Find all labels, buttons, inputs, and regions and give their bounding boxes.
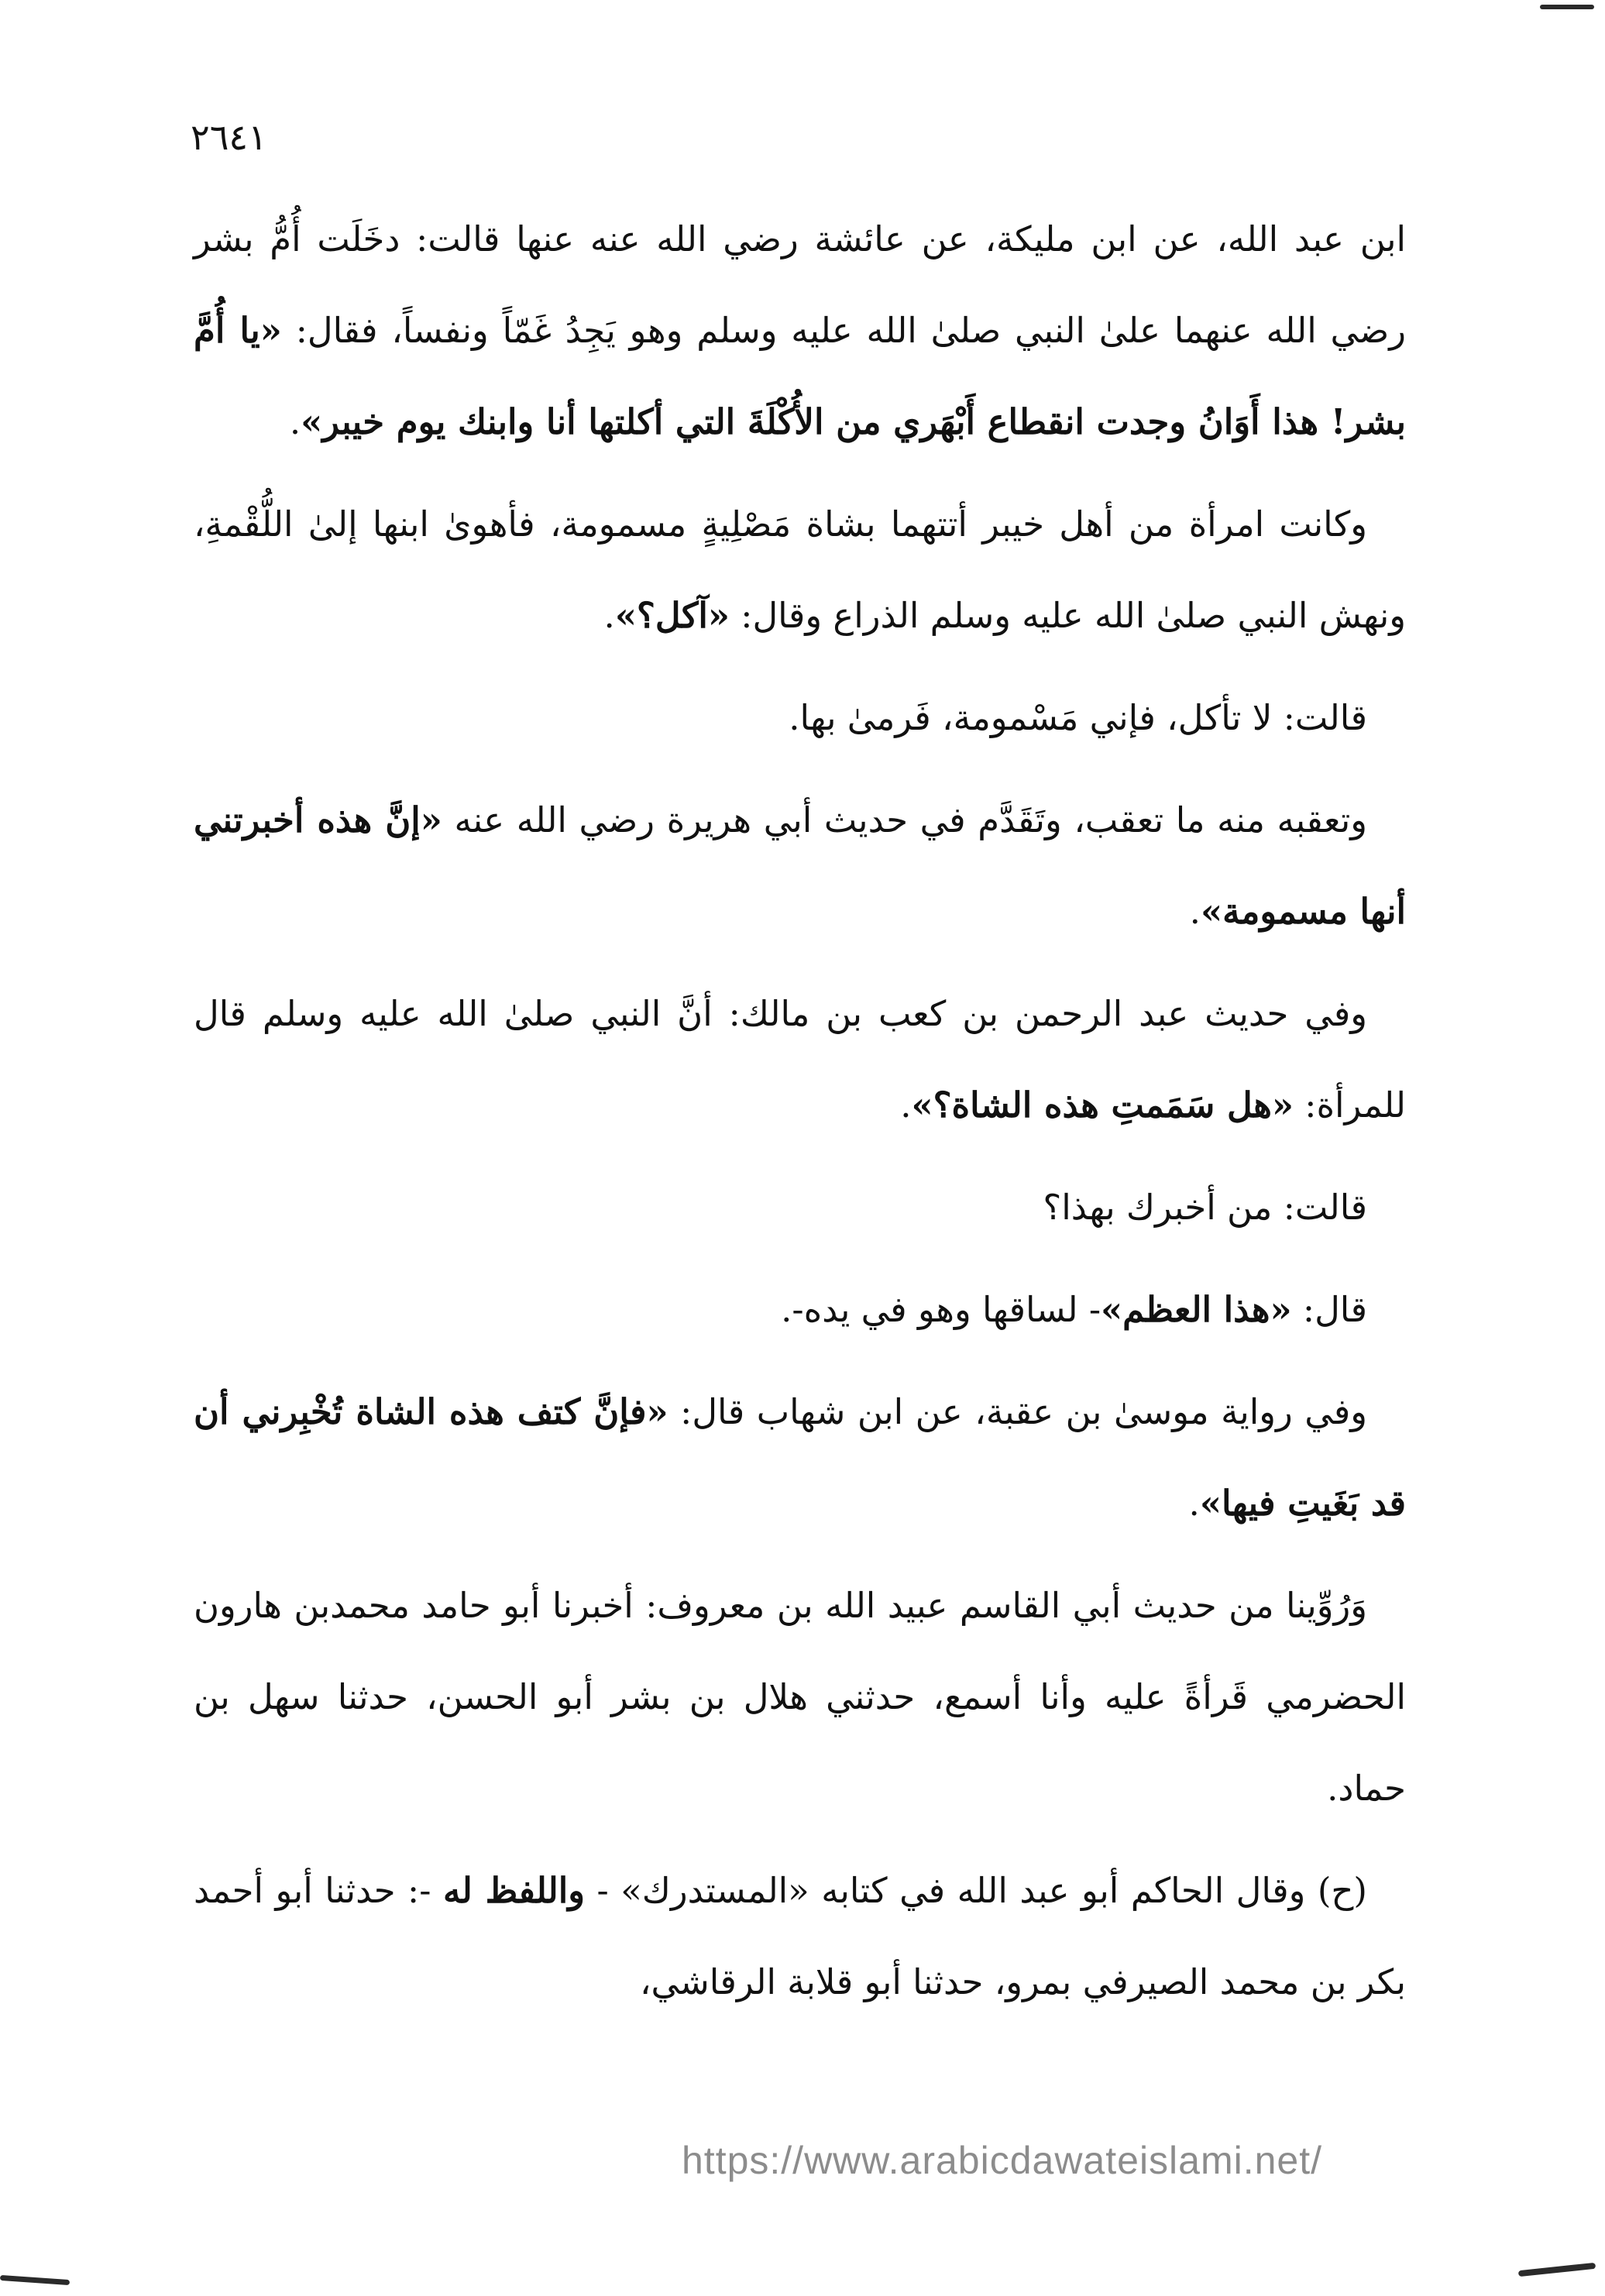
watermark-url: https://www.arabicdawateislami.net/ bbox=[682, 2139, 1323, 2182]
narration-text: وفي حديث عبد الرحمن بن كعب بن مالك: أنَّ النبي صلىٰ الله عليه وسلم قال للمرأة: bbox=[194, 993, 1406, 1126]
hadith-quote: «هل سَمَمتِ هذه الشاة؟» bbox=[911, 1084, 1294, 1126]
text-paragraph bbox=[194, 1560, 1406, 1834]
narration-text: وفي رواية موسىٰ بن عقبة، عن ابن شهاب قال: bbox=[668, 1391, 1368, 1432]
narration-text: قالت: من أخبرك بهذا؟ bbox=[1043, 1187, 1367, 1228]
narration-text: . bbox=[1188, 1483, 1200, 1524]
narration-text: . bbox=[603, 595, 615, 636]
hadith-quote: «إنَّ هذه أخبرتني أنها مسمومة» bbox=[194, 799, 1406, 932]
scan-edge-mark bbox=[1518, 2263, 1596, 2277]
hadith-quote: «هذا العظم» bbox=[1101, 1289, 1292, 1330]
text-paragraph bbox=[194, 479, 1406, 662]
page-number: ٢٦٤١ bbox=[191, 116, 267, 158]
text-paragraph bbox=[194, 968, 1406, 1151]
narration-text: . bbox=[289, 401, 301, 442]
text-paragraph bbox=[194, 1162, 1406, 1253]
narration-text: . bbox=[1189, 891, 1201, 932]
scan-edge-mark bbox=[1540, 5, 1594, 9]
narration-text: قال: bbox=[1291, 1289, 1367, 1330]
hadith-quote: «يا أُمَّ بشر! هذا أَوَانُ وجدت انقطاع أَبْهَري من الأُكْلَةَ التي أكلتها أنا وابنك يوم خيبر» bbox=[194, 310, 1406, 442]
hadith-quote: «فإنَّ كتف هذه الشاة تُخْبِرني أن قد بَغَيتِ فيها» bbox=[194, 1391, 1406, 1524]
text-paragraph bbox=[194, 1264, 1406, 1356]
text-paragraph bbox=[194, 775, 1406, 957]
hadith-quote: واللفظ له bbox=[442, 1870, 585, 1911]
text-paragraph bbox=[194, 194, 1406, 468]
text-paragraph bbox=[194, 672, 1406, 764]
narration-text: (ح) وقال الحاكم أبو عبد الله في كتابه «المستدرك» - bbox=[585, 1870, 1367, 1911]
narration-text: وتعقبه منه ما تعقب، وتَقَدَّم في حديث أبي هريرة رضي الله عنه bbox=[442, 799, 1367, 840]
text-paragraph bbox=[194, 1845, 1406, 2028]
narration-text: وكانت امرأة من أهل خيبر أتتهما بشاة مَصْلِيةٍ مسمومة، فأهوىٰ ابنها إلىٰ اللُّقْمةِ، ونهش النبي صلىٰ الله عليه وسلم الذراع وقال: bbox=[194, 504, 1406, 636]
narration-text: قالت: لا تأكل، فإني مَسْمومة، فَرمىٰ بها. bbox=[789, 697, 1367, 738]
narration-text: . bbox=[900, 1084, 912, 1126]
page-body-text bbox=[194, 194, 1406, 2039]
scan-edge-mark bbox=[0, 2275, 70, 2285]
narration-text: - لساقها وهو في يده-. bbox=[781, 1289, 1102, 1330]
narration-text: ابن عبد الله، عن ابن مليكة، عن عائشة رضي الله عنه عنها قالت: دخَلَت أُمُّ بشر رضي الله عنهما علىٰ النبي صلىٰ الله عليه وسلم وهو يَجِدُ غَمّاً ونفساً، فقال: bbox=[194, 218, 1407, 351]
hadith-quote: «آكل؟» bbox=[614, 595, 730, 636]
narration-text: وَرُوِّينا من حديث أبي القاسم عبيد الله بن معروف: أخبرنا أبو حامد محمدبن هارون الحضرمي قَرأةً عليه وأنا أسمع، حدثني هلال بن بشر أبو الحسن، حدثنا سهل بن حماد. bbox=[194, 1585, 1406, 1809]
narration-text: -: حدثنا أبو أحمد بكر بن محمد الصيرفي بمرو، حدثنا أبو قلابة الرقاشي، bbox=[194, 1870, 1406, 2002]
text-paragraph bbox=[194, 1366, 1406, 1549]
